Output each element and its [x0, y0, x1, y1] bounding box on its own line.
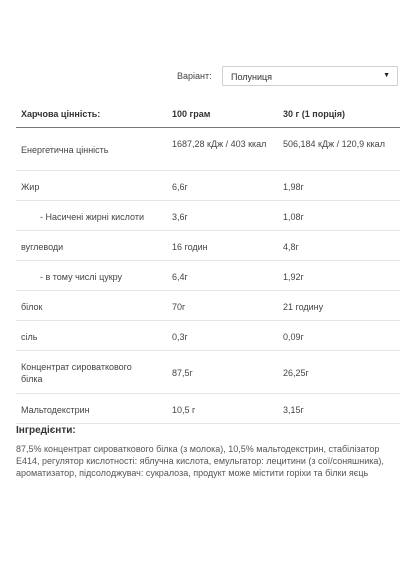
variant-row: [0, 66, 414, 86]
row-name: білок: [21, 301, 43, 312]
row-name: вуглеводи: [21, 241, 64, 252]
variant-label: Варіант:: [177, 71, 212, 81]
row-per-serving: 1,92г: [283, 271, 304, 282]
table-row: [16, 200, 400, 230]
header-per-serving: 30 г (1 порція): [283, 109, 345, 119]
table-row: [16, 350, 400, 393]
ingredients-text: 87,5% концентрат сироваткового білка (з молока), 10,5% мальтодекстрин, стабілізатор Е414, регулятор кислотності: яблучна кислота, емульгатор: лецитини (з сої/соняшника), ароматизатор, підсолоджувач: сукралоза, продукт може містити горіхи та білки яєць: [16, 444, 384, 478]
row-name: - в тому числі цукру: [40, 271, 123, 282]
variant-select[interactable]: [222, 66, 398, 86]
table-row: [16, 393, 400, 423]
row-per-100g: 1687,28 кДж / 403 ккал: [172, 138, 267, 149]
row-per-serving: 3,15г: [283, 404, 304, 415]
table-row: [16, 320, 400, 350]
table-row: [16, 127, 400, 170]
row-per-100g: 70г: [172, 301, 186, 312]
row-per-100g: 0,3г: [172, 331, 188, 342]
row-name: Концентрат сироваткового білка: [21, 361, 132, 384]
row-per-100g: 3,6г: [172, 211, 188, 222]
row-per-serving: 506,184 кДж / 120,9 ккал: [283, 138, 385, 149]
row-per-100g: 6,6г: [172, 181, 188, 192]
row-per-100g: 6,4г: [172, 271, 188, 282]
row-per-100g: 16 годин: [172, 241, 208, 252]
row-name: - Насичені жирні кислоти: [40, 211, 144, 222]
row-name: Жир: [21, 181, 40, 192]
table-row: [16, 290, 400, 320]
chevron-down-icon: ▼: [383, 72, 390, 79]
table-row: [16, 170, 400, 200]
variant-selected-value: Полуниця: [231, 72, 273, 82]
row-per-serving: 1,08г: [283, 211, 304, 222]
row-per-100g: 87,5г: [172, 367, 193, 378]
header-nutrition: Харчова цінність:: [21, 109, 101, 119]
row-per-serving: 0,09г: [283, 331, 304, 342]
nutrition-header-row: [16, 97, 400, 127]
table-row: [16, 260, 400, 290]
header-per-100g: 100 грам: [172, 109, 211, 119]
nutrition-table: [16, 97, 400, 424]
row-per-100g: 10,5 г: [172, 404, 196, 415]
table-row: [16, 230, 400, 260]
row-per-serving: 21 годину: [283, 301, 324, 312]
row-name: сіль: [21, 331, 38, 342]
row-per-serving: 4,8г: [283, 241, 299, 252]
ingredients-title: Інгредієнти:: [16, 425, 76, 436]
row-per-serving: 1,98г: [283, 181, 304, 192]
row-per-serving: 26,25г: [283, 367, 309, 378]
row-name: Енергетична цінність: [21, 144, 109, 155]
row-name: Мальтодекстрин: [21, 404, 90, 415]
